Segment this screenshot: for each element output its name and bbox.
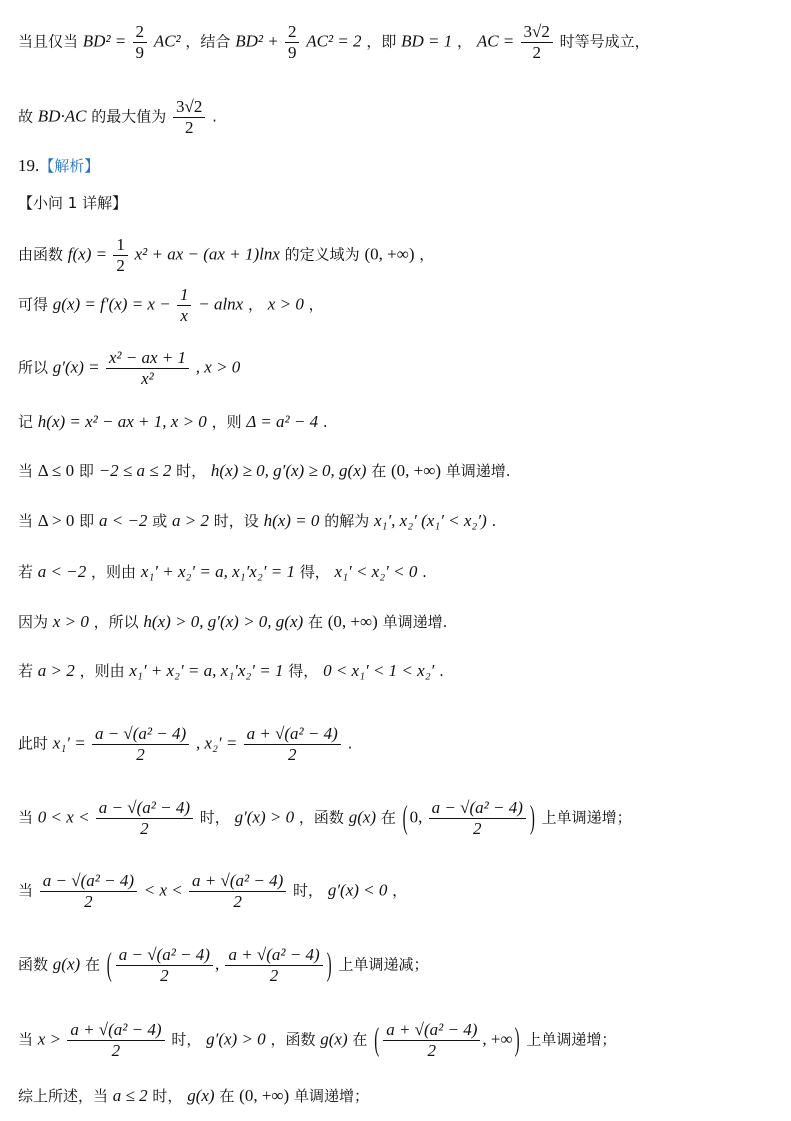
fraction: $\frac{\text{a − √(a² − 4)}}{2}$ xyxy=(92,724,189,765)
line-case-a-less-neg2: 若 a < −2 ，则由 x₁′ + x₂′ = a, x₁′x₂′ = 1 得， x₁′ < x₂′ < 0 . xyxy=(18,562,427,581)
math: AC² = 2 xyxy=(306,31,362,51)
fraction: $\frac{\text{a − √(a² − 4)}}{2}$ xyxy=(40,871,137,912)
line-monotone-increasing: 因为 x > 0 ，所以 h(x) > 0, g′(x) > 0, g(x) 在 (0, +∞) 单调递增. xyxy=(18,612,448,631)
fraction: $\frac{\text{a − √(a² − 4)}}{2}$ xyxy=(116,945,213,986)
fraction: $\frac{3√2}{2}$ xyxy=(521,22,553,63)
fraction: $\frac{\text{a + √(a² − 4)}}{2}$ xyxy=(244,724,341,765)
question-header xyxy=(18,155,99,177)
line-discriminant: 记 h(x) = x² − ax + 1, x > 0 ，则 Δ = a² − 4 . xyxy=(18,412,328,431)
fraction: $\frac{1}{x}$ xyxy=(177,285,192,326)
line-interval-1: 当 0 < x < $\frac{\text{a − √(a² − 4)}}{2}$ 时， g′(x) > 0 ，函数 g(x) 在 ( 0, $\frac{\text{a − √(a² − 4)}}{2}$ ) 上单调递增； xyxy=(18,798,632,838)
subquestion-label: 【小问 1 详解】 xyxy=(18,194,128,212)
line-second-derivative: 所以 g′(x) = $\frac{\text{x² − ax + 1}}{\text{x²}}$ , x > 0 xyxy=(18,348,241,388)
fraction: $\frac{\text{a − √(a² − 4)}}{2}$ xyxy=(96,798,193,839)
line-summary: 综上所述，当 a ≤ 2 时， g(x) 在 (0, +∞) 单调递增； xyxy=(18,1086,369,1105)
fraction: $\frac{\text{x² − ax + 1}}{\text{x²}}$ xyxy=(106,348,189,389)
line-case-a-greater-2: 若 a > 2 ，则由 x₁′ + x₂′ = a, x₁′x₂′ = 1 得， 0 < x₁′ < 1 < x₂′ . xyxy=(18,661,444,680)
math: BD² = xyxy=(82,31,131,51)
text: 时等号成立， xyxy=(559,32,650,51)
line-max-value xyxy=(18,97,217,138)
line-equality-condition xyxy=(18,22,650,63)
line-case-delta-positive: 当 Δ > 0 即 a < −2 或 a > 2 时，设 h(x) = 0 的解为 x₁′, x₂′ (x₁′ < x₂′) . xyxy=(18,511,497,530)
text: 的最大值为 xyxy=(91,107,167,126)
text: 当且仅当 xyxy=(18,32,79,51)
analysis-label: 【解析】 xyxy=(39,157,100,175)
math: AC² xyxy=(153,31,181,51)
math: BD = 1 xyxy=(401,31,453,51)
fraction: $\frac{\text{a + √(a² − 4)}}{2}$ xyxy=(225,945,322,986)
fraction: $\frac{\text{a + √(a² − 4)}}{2}$ xyxy=(383,1020,480,1061)
question-number: 19. xyxy=(18,156,40,175)
fraction: $\frac{\text{a − √(a² − 4)}}{2}$ xyxy=(429,798,526,839)
math: BD·AC xyxy=(37,106,87,126)
fraction: $\frac{\text{a + √(a² − 4)}}{2}$ xyxy=(189,871,286,912)
text: 故 xyxy=(18,107,34,126)
fraction: $\frac{1}{2}$ xyxy=(113,235,128,276)
text: . xyxy=(212,107,217,126)
line-function-def: 由函数 f(x) = $\frac{1}{2}$ x² + ax − (ax + 1)lnx 的定义域为 (0, +∞) ， xyxy=(18,235,435,275)
line-derivative: 可得 g(x) = f′(x) = x − $\frac{1}{x}$ − alnx ， x > 0 ， xyxy=(18,285,324,325)
fraction: $\frac{3√2}{2}$ xyxy=(173,97,205,138)
math: AC = xyxy=(476,31,519,51)
math: BD² + xyxy=(235,31,283,51)
text: ，结合 xyxy=(185,32,231,51)
line-decreasing: 函数 g(x) 在 ( $\frac{\text{a − √(a² − 4)}}{2}$ , $\frac{\text{a + √(a² − 4)}}{2}$ ) 上单调递减； xyxy=(18,945,429,985)
subquestion-header xyxy=(18,192,127,214)
fraction: $\frac{2}{9}$ xyxy=(133,22,148,63)
line-case-delta-nonpositive: 当 Δ ≤ 0 即 −2 ≤ a ≤ 2 时， h(x) ≥ 0, g′(x) ≥ 0, g(x) 在 (0, +∞) 单调递增. xyxy=(18,461,511,480)
text: ， xyxy=(457,32,473,51)
fraction: $\frac{2}{9}$ xyxy=(285,22,300,63)
text: ，即 xyxy=(366,32,397,51)
line-roots: 此时 x₁′ = $\frac{\text{a − √(a² − 4)}}{2}$ , x₂′ = $\frac{\text{a + √(a² − 4)}}{2}$ . xyxy=(18,724,353,764)
fraction: $\frac{\text{a + √(a² − 4)}}{2}$ xyxy=(67,1020,164,1061)
line-interval-2: 当 $\frac{\text{a − √(a² − 4)}}{2}$ < x < $\frac{\text{a + √(a² − 4)}}{2}$ 时， g′(x) < 0 ， xyxy=(18,871,408,911)
line-interval-3: 当 x > $\frac{\text{a + √(a² − 4)}}{2}$ 时， g′(x) > 0 ，函数 g(x) 在 ( $\frac{\text{a + √(a² − 4)}}{2}$ , +∞ ) 上单调递增； xyxy=(18,1020,617,1060)
